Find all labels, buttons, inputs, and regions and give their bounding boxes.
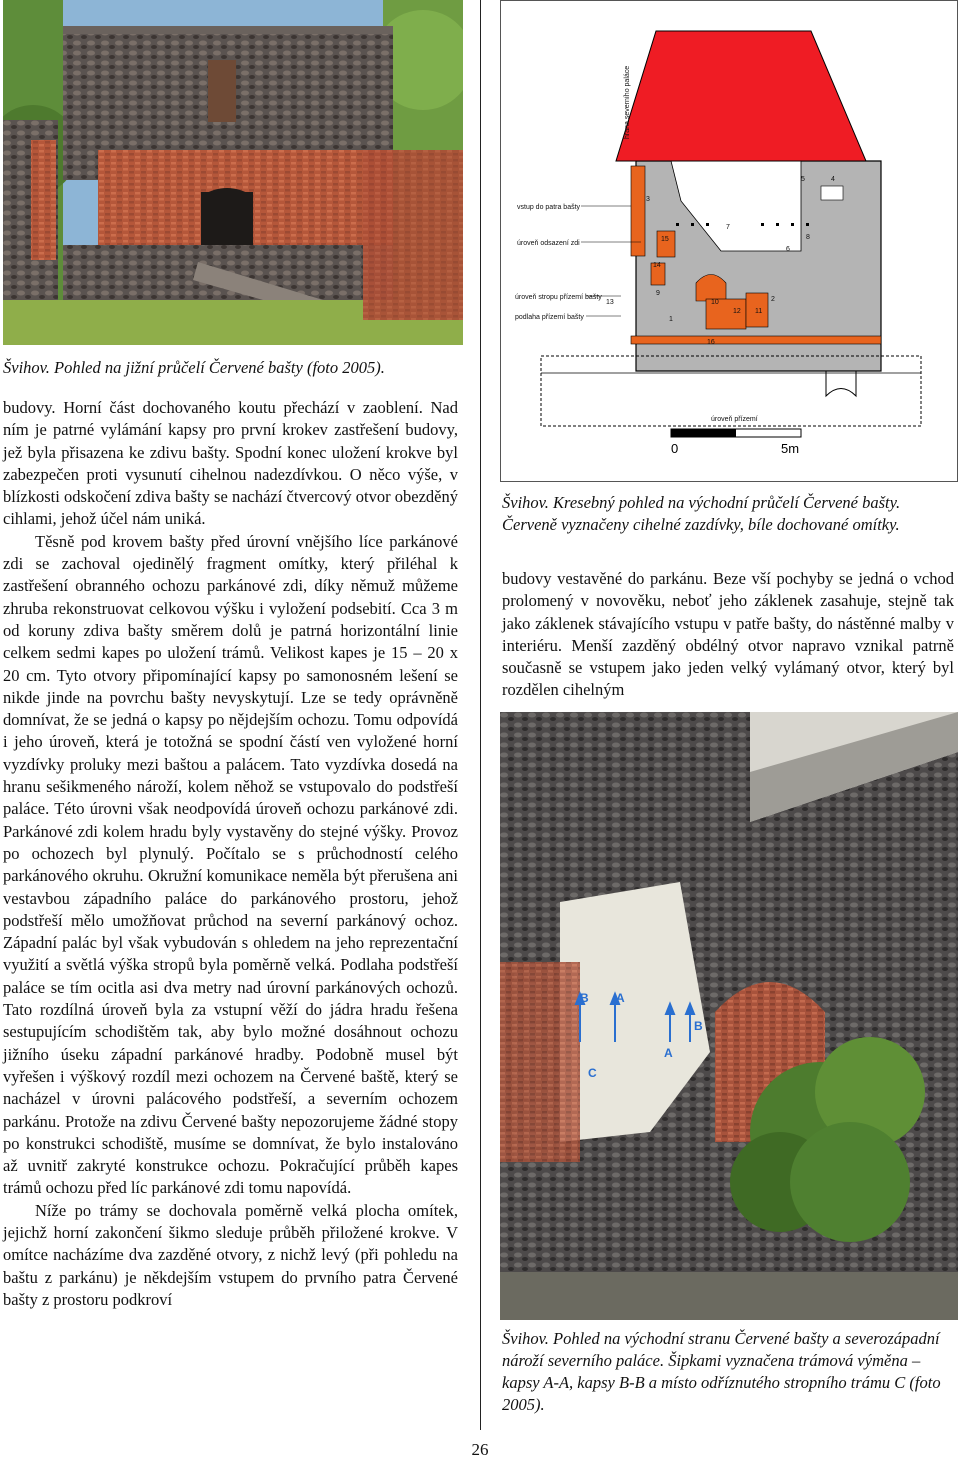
brick-infill <box>657 231 675 257</box>
label-floor: podlaha přízemí bašty <box>515 314 584 321</box>
caption-south-facade: Švihov. Pohled na jižní průčelí Červené bašty (foto 2005). <box>3 358 385 377</box>
caption-drawing: Švihov. Kresebný pohled na východní průčelí Červené bašty. Červeně vyznačeny cihelné zazdívky, bíle dochované omítky. <box>502 493 901 534</box>
right-column-text <box>502 568 954 702</box>
marker-number: 15 <box>661 236 669 243</box>
marker-number: 5 <box>801 176 805 183</box>
marker-number: 2 <box>771 296 775 303</box>
marker-number: 14 <box>653 262 661 269</box>
brick-infill <box>631 166 645 256</box>
label-ground: úroveň přízemí <box>711 416 758 423</box>
marker-number: 11 <box>755 308 763 315</box>
marker-number: 6 <box>786 246 790 253</box>
marker-number: 7 <box>726 224 730 231</box>
page-number: 26 <box>471 1440 489 1459</box>
label-offset: úroveň odsazení zdi <box>517 240 580 247</box>
brick-band <box>631 336 881 344</box>
photo-east-side-illustration <box>500 712 958 1320</box>
marker-number: 16 <box>707 339 715 346</box>
east-facade-drawing-svg <box>501 1 957 481</box>
paragraph: budovy vestavěné do parkánu. Beze vší pochyby se jedná o vchod prolomený v novověku, neboť jeho záklenek zasahuje, stejně tak jako záklenek stávajícího vstupu v patře bašty, do nástěnné malby v interiéru. Menší zazděný obdélný otvor napravo vznikal patrně současně se vstupem jako jeden velký vylámaný otvor, který byl rozdělen cihelným <box>502 569 954 700</box>
label-ridge: hrana severního paláce <box>624 65 631 139</box>
marker-number: 1 <box>669 316 673 323</box>
arrow-label: C <box>588 1066 597 1080</box>
roof <box>616 31 866 161</box>
paragraph: Níže po trámy se dochovala poměrně velká plocha omítek, jejichž horní zakončení šikmo sleduje průběh přiložené krokve. V omítce nacházíme dva zazděné otvory, z nichž levý (při pohledu na baštu z parkánu) je někdejším vstupem do prvního patra Červené bašty z prostoru podkroví <box>3 1200 458 1309</box>
paragraph: budovy. Horní část dochovaného koutu přechází v zaoblení. Nad ním je patrné vylámání kapsy pro první krokev zastřešení budovy, jež byla přisazena ke zdivu bašty. Spodní konec uložení krokve byl zabezpečen proti vysunutí cihelnou nadezdívkou. O něco výše, v blízkosti odskočení zdiva bašty se nachází čtvercový otvor obezděný cihlami, jehož účel nám uniká. <box>3 398 458 529</box>
arrow-label: B <box>694 1019 703 1033</box>
plaster-patch <box>821 186 843 200</box>
paragraph: Těsně pod krovem bašty před úrovní vnějšího líce parkánové zdi se zachoval ojedinělý fragment omítky, který přiléhal k zastřešení obranného ochozu parkánové zdi, díky němuž můžeme zhruba rekonstruovat celkovou výšku i vyložení podsebití. Cca 3 m od koruny zdiva bašty směrem dolů je patrná horizontální linie celkem sedmi kapes po uložení trámů. Velikost kapes je 15 – 20 x 20 cm. Tyto otvory připomínající kapsy po samonosném lešení se nikde jinde na povrchu bašty nevyskytují. Lze se tedy oprávněně domnívat, že se jedná o kapsy po nějdejším ochozu. Tomu odpovídá i jeho úroveň, která je totožná se spodní částí ven vyložené horní vyzdívky proluky mezi baštou a palácem. Tato vyzdívka dosedá na hranu sešikmeného nároží, kolem něhož se vstupovalo do podstřeší paláce. Této úrovni však neodpovídá úroveň ochozu parkánové zdi. Parkánové zdi kolem hradu byly vystavěny do stejné výšky. Provoz po ochozech byl plynulý. Počítalo se s průchodností celého parkánového okruhu. Okružní komunikace neměla být přerušena ani vestavbou západního paláce do parkánového prostoru, jehož podstřeší mělo umožňovat průchod na severní parkánový ochoz. Západní palác byl však vybudován s ohledem na jeho reprezentační využití a světlá výška stropů byla poměrně velká. Podlaha podstřeší paláce se tím ocitla asi dva metry nad úrovní parkánových ochozů. Tato rozdílná úroveň byla za vstupní věží do jádra hradu řešena sestupujícím schodištěm tak, aby bylo možné dosáhnout ochozu jižního úseku západní parkánové hradby. Podobně musel být vyřešen i výškový rozdíl mezi ochozem na Červené baště, který se nacházel v úrovni palácového podstřeší, a severním ochozem parkánu. Protože na zdivu Červené bašty nepozorujeme žádné stopy po konstrukci schodiště, musíme se domnívat, že bylo instalováno až uvnitř zakryté konstrukce ochozu. Pokračující průběh kapes trámů ochozu před líc parkánové zdi tomu napovídá. <box>3 531 458 1198</box>
brick-infill <box>696 275 726 302</box>
marker-number: 8 <box>806 234 810 241</box>
arrow-label: A <box>664 1046 673 1060</box>
label-ceiling: úroveň stropu přízemí bašty <box>515 294 602 301</box>
arrow-label: A <box>616 991 625 1005</box>
marker-number: 13 <box>606 299 614 306</box>
photo-east-side <box>500 712 958 1320</box>
column-divider <box>480 0 481 1430</box>
arch-outline <box>826 371 856 396</box>
marker-number: 3 <box>646 196 650 203</box>
left-column-text <box>3 397 458 1311</box>
marker-number: 10 <box>711 299 719 306</box>
marker-number: 12 <box>733 308 741 315</box>
marker-number: 9 <box>656 290 660 297</box>
arrow-label: B <box>580 991 589 1005</box>
scale-label-five: 5m <box>781 441 800 456</box>
caption-east-side: Švihov. Pohled na východní stranu Červené bašty a severozápadní nároží severního paláce. Šipkami vyznačena trámová výměna – kapsy A-A, kapsy B-B a místo odříznutého stropního trámu C (foto 2005). <box>502 1329 941 1414</box>
photo-south-facade-illustration <box>3 0 463 345</box>
scale-bar-fill <box>671 429 736 437</box>
east-facade-drawing <box>500 0 958 482</box>
marker-number: 4 <box>831 176 835 183</box>
label-entry: vstup do patra bašty <box>517 204 581 211</box>
scale-label-zero: 0 <box>671 441 679 456</box>
photo-south-facade <box>3 0 463 345</box>
